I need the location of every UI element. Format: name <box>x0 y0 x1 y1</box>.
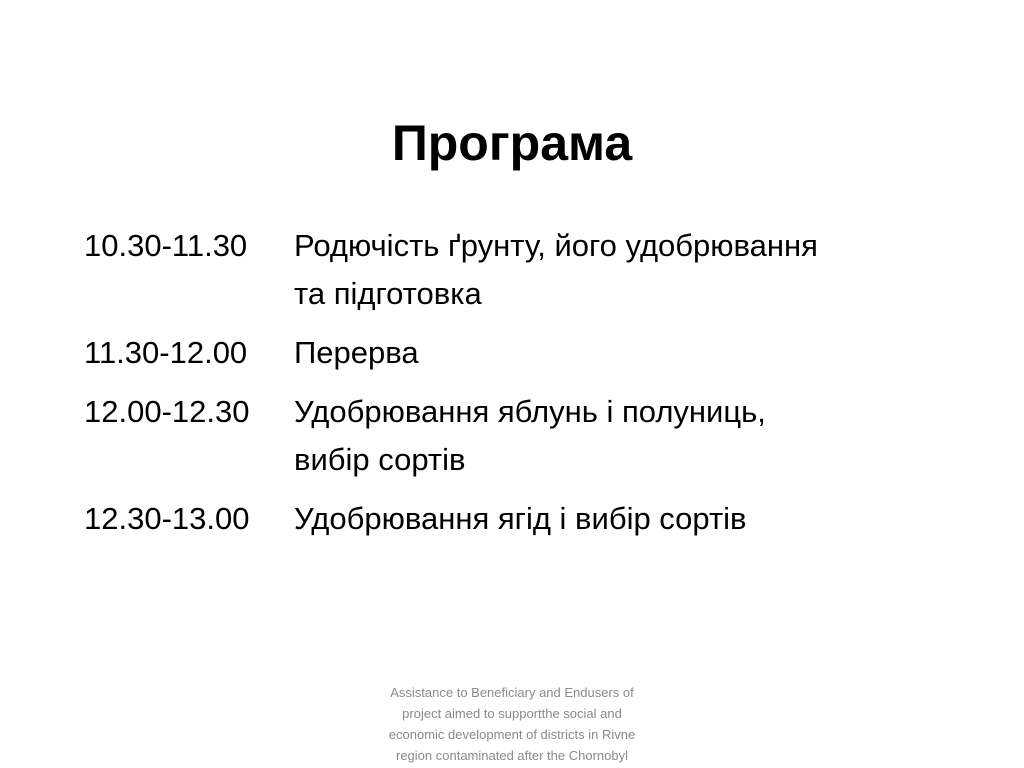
slide-title: Програма <box>391 115 633 171</box>
schedule-topic <box>294 222 964 318</box>
schedule-topic <box>294 495 964 543</box>
footer-line: Assistance to Beneficiary and Endusers of <box>390 685 634 700</box>
schedule-time: 10.30-11.30 <box>84 228 248 263</box>
schedule-row <box>84 222 964 318</box>
schedule-topic <box>294 329 964 377</box>
schedule-row <box>84 495 964 543</box>
schedule-time: 12.00-12.30 <box>84 394 250 429</box>
schedule-topic <box>294 388 964 484</box>
schedule-row <box>84 388 964 484</box>
schedule-time: 12.30-13.00 <box>84 501 250 536</box>
schedule-topic-line: Перерва <box>294 335 419 370</box>
schedule-topic-line: Удобрювання ягід і вибір сортів <box>294 501 747 536</box>
schedule-topic-line: вибір сортів <box>294 442 466 477</box>
schedule-list <box>84 222 964 554</box>
schedule-topic-line: Удобрювання яблунь і полуниць, <box>294 394 766 429</box>
schedule-topic-line: Родючість ґрунту, його удобрювання <box>294 228 818 263</box>
schedule-time: 11.30-12.00 <box>84 335 248 370</box>
footer-line: economic development of districts in Rivne <box>388 727 636 742</box>
footer-line: project aimed to supportthe social and <box>402 706 622 721</box>
schedule-row <box>84 329 964 377</box>
schedule-topic-line: та підготовка <box>294 276 482 311</box>
footer-note <box>352 682 672 766</box>
footer-line: region contaminated after the Chornobyl <box>396 748 628 763</box>
